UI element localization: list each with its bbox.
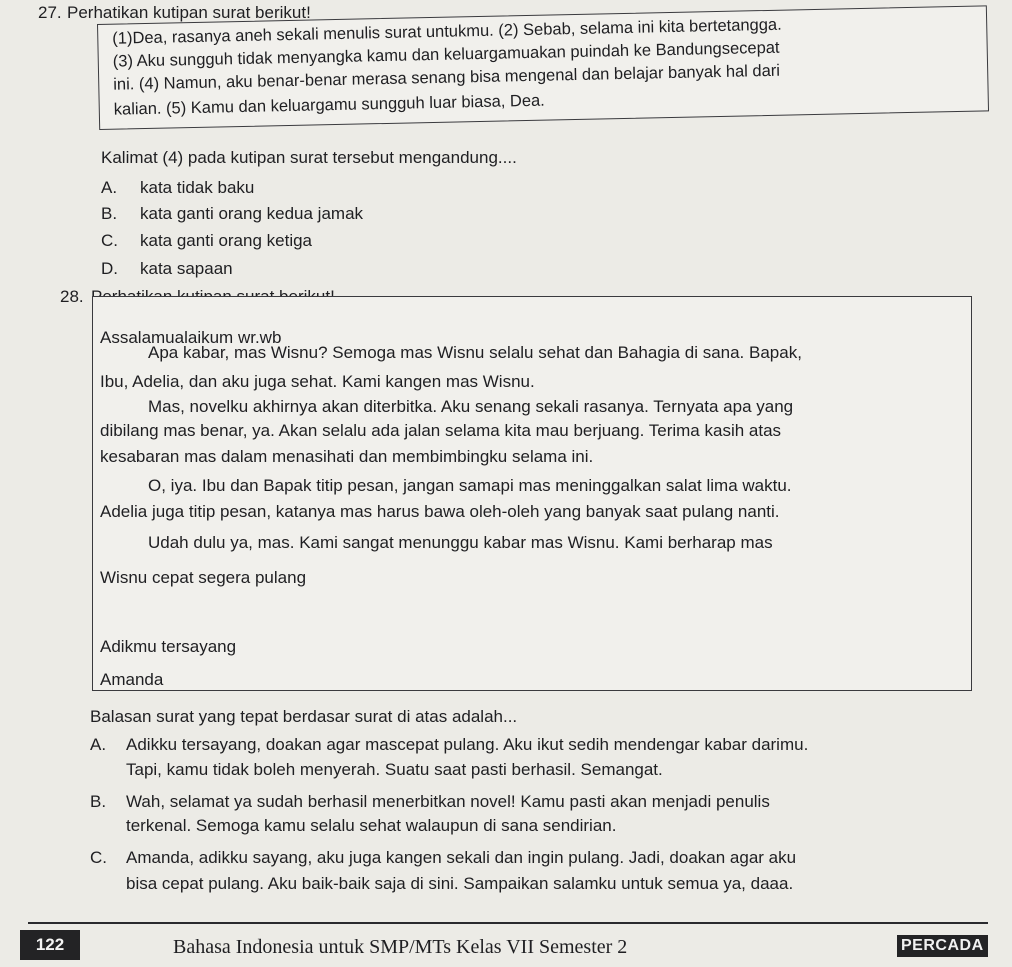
q28-letter-line: Mas, novelku akhirnya akan diterbitka. Aku senang sekali rasanya. Ternyata apa yang [148, 397, 794, 416]
q28-letter-signature: Amanda [100, 670, 164, 689]
q28-answer-key: B. [90, 792, 107, 811]
q27-option-text: kata ganti orang ketiga [140, 231, 313, 250]
page-number: 122 [20, 930, 80, 960]
footer-divider [28, 922, 988, 924]
q28-answer-key: C. [90, 848, 107, 867]
q27-number: 27. [38, 3, 62, 22]
q27-letter-excerpt [97, 5, 989, 130]
q27-option-text: kata sapaan [140, 259, 233, 278]
q28-letter-line: Udah dulu ya, mas. Kami sangat menunggu kabar mas Wisnu. Kami berharap mas [148, 533, 773, 552]
q28-letter-closing: Adikmu tersayang [100, 637, 237, 656]
book-title: Bahasa Indonesia untuk SMP/MTs Kelas VII Semester 2 [173, 936, 628, 958]
q27-letter-line: (1)Dea, rasanya aneh sekali menulis surat untukmu. (2) Sebab, selama ini kita bertetangga. [112, 15, 782, 48]
q28-question: Balasan surat yang tepat berdasar surat di atas adalah... [90, 707, 518, 726]
q28-letter-line: Apa kabar, mas Wisnu? Semoga mas Wisnu selalu sehat dan Bahagia di sana. Bapak, [148, 343, 802, 362]
q27-letter-line: (3) Aku sungguh tidak menyangka kamu dan keluargamuakan puindah ke Bandungsecepat [112, 38, 780, 71]
q28-answer-key: A. [90, 735, 107, 754]
q27-option-key: D. [101, 259, 118, 278]
q28-letter-line: kesabaran mas dalam menasihati dan membimbingku selama ini. [100, 447, 594, 466]
q28-answer-line: bisa cepat pulang. Aku baik-baik saja di sini. Sampaikan salamku untuk semua ya, daaa. [126, 874, 794, 893]
q28-answer-line: Wah, selamat ya sudah berhasil menerbitkan novel! Kamu pasti akan menjadi penulis [126, 792, 770, 811]
q28-answer-line: terkenal. Semoga kamu selalu sehat walaupun di sana sendirian. [126, 816, 617, 835]
q28-answer-line: Adikku tersayang, doakan agar mascepat pulang. Aku ikut sedih mendengar kabar darimu. [126, 735, 809, 754]
q27-option-key: A. [101, 178, 118, 197]
q28-answer-line: Amanda, adikku sayang, aku juga kangen sekali dan ingin pulang. Jadi, doakan agar aku [126, 848, 797, 867]
q27-option-key: B. [101, 204, 118, 223]
q28-letter-greeting: Assalamualaikum wr.wb [100, 328, 282, 347]
publisher-logo: PERCADA [897, 935, 988, 957]
q28-letter-line: Ibu, Adelia, dan aku juga sehat. Kami kangen mas Wisnu. [100, 372, 535, 391]
q27-letter-line: kalian. (5) Kamu dan keluargamu sungguh luar biasa, Dea. [113, 91, 545, 119]
q27-option-text: kata tidak baku [140, 178, 255, 197]
q27-option-text: kata ganti orang kedua jamak [140, 204, 364, 223]
q28-letter-line: O, iya. Ibu dan Bapak titip pesan, jangan samapi mas meninggalkan salat lima waktu. [148, 476, 792, 495]
q28-letter-line: Wisnu cepat segera pulang [100, 568, 307, 587]
q27-prompt: Perhatikan kutipan surat berikut! [67, 3, 311, 22]
q28-letter-line: dibilang mas benar, ya. Akan selalu ada jalan selama kita mau berjuang. Terima kasih atas [100, 421, 782, 440]
q28-letter-excerpt [92, 296, 972, 691]
q28-number: 28. [60, 287, 84, 306]
q27-letter-line: ini. (4) Namun, aku benar-benar merasa senang bisa mengenal dan belajar banyak hal dari [113, 61, 781, 94]
q27-question: Kalimat (4) pada kutipan surat tersebut mengandung.... [101, 148, 517, 167]
q28-answer-line: Tapi, kamu tidak boleh menyerah. Suatu saat pasti berhasil. Semangat. [126, 760, 663, 779]
q27-option-key: C. [101, 231, 118, 250]
q28-letter-line: Adelia juga titip pesan, katanya mas harus bawa oleh-oleh yang banyak saat pulang nanti. [100, 502, 780, 521]
